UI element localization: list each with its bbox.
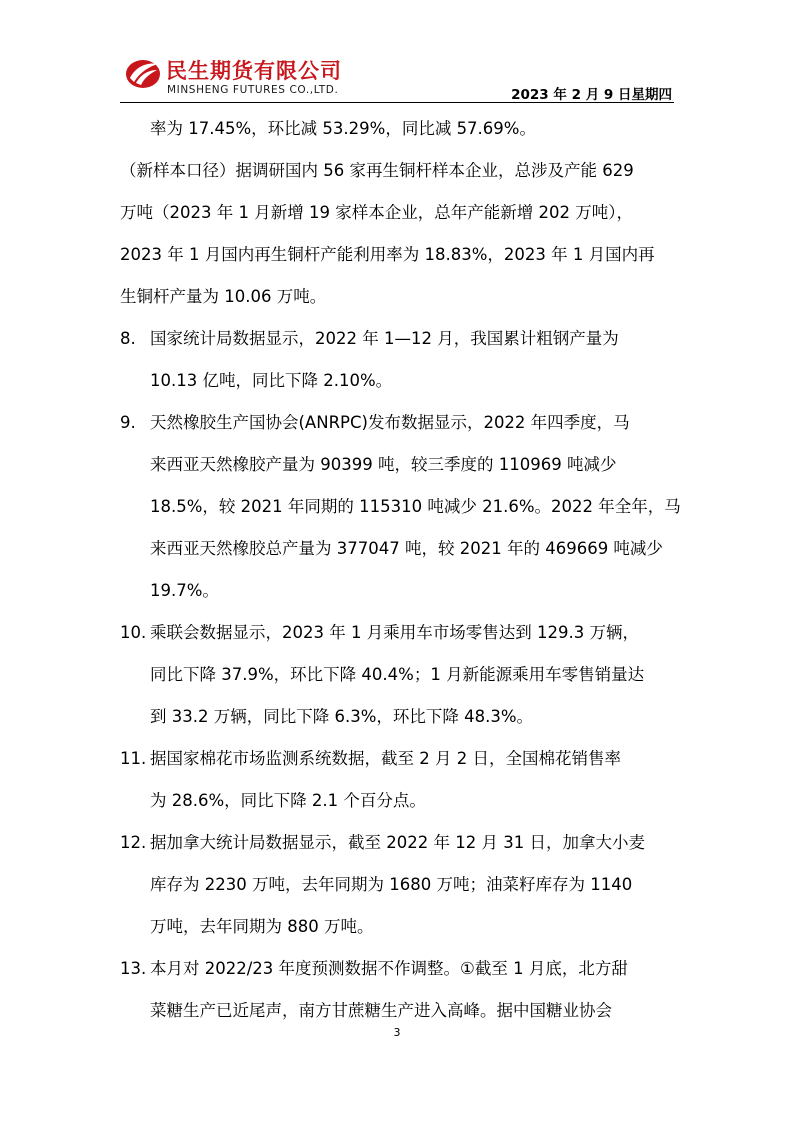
text-line <box>120 108 680 150</box>
list-number: 12. <box>120 833 147 852</box>
line-text: 19.7%。 <box>150 581 219 600</box>
list-number: 10. <box>120 623 147 642</box>
text-line <box>120 864 680 906</box>
text-line <box>120 360 680 402</box>
page-number: 3 <box>393 1026 401 1039</box>
document-body <box>120 108 680 1032</box>
text-line <box>120 528 680 570</box>
line-text: 据国家棉花市场监测系统数据，截至 2 月 2 日，全国棉花销售率 <box>150 749 621 768</box>
line-text: 库存为 2230 万吨，去年同期为 1680 万吨；油菜籽库存为 1140 <box>150 875 633 894</box>
line-text: 2023 年 1 月国内再生铜杆产能利用率为 18.83%，2023 年 1 月国内再 <box>120 245 655 264</box>
line-text: 10.13 亿吨，同比下降 2.10%。 <box>150 371 393 390</box>
minsheng-logo-icon <box>124 56 162 90</box>
list-number: 11. <box>120 749 147 768</box>
text-line <box>120 738 680 780</box>
header-divider <box>120 102 674 103</box>
text-line <box>120 822 680 864</box>
line-text: 本月对 2022/23 年度预测数据不作调整。①截至 1 月底，北方甜 <box>150 959 628 978</box>
text-line <box>120 654 680 696</box>
line-text: （新样本口径）据调研国内 56 家再生铜杆样本企业，总涉及产能 629 <box>120 161 634 180</box>
text-line <box>120 570 680 612</box>
list-number: 8. <box>120 329 136 348</box>
text-line <box>120 948 680 990</box>
text-line <box>120 276 680 318</box>
text-line <box>120 444 680 486</box>
line-text: 天然橡胶生产国协会(ANRPC)发布数据显示，2022 年四季度，马 <box>150 413 630 432</box>
text-line <box>120 234 680 276</box>
company-name-en: MINSHENG FUTURES CO.,LTD. <box>167 84 339 96</box>
line-text: 国家统计局数据显示，2022 年 1—12 月，我国累计粗钢产量为 <box>150 329 619 348</box>
text-line <box>120 150 680 192</box>
line-text: 率为 17.45%，环比减 53.29%，同比减 57.69%。 <box>150 119 536 138</box>
line-text: 乘联会数据显示，2023 年 1 月乘用车市场零售达到 129.3 万辆， <box>150 623 639 642</box>
page-header <box>120 52 674 104</box>
line-text: 来西亚天然橡胶产量为 90399 吨，较三季度的 110969 吨减少 <box>150 455 617 474</box>
line-text: 为 28.6%，同比下降 2.1 个百分点。 <box>150 791 426 810</box>
list-number: 9. <box>120 413 136 432</box>
text-line <box>120 402 680 444</box>
list-number: 13. <box>120 959 147 978</box>
text-line <box>120 192 680 234</box>
text-line <box>120 612 680 654</box>
text-line <box>120 486 680 528</box>
text-line <box>120 696 680 738</box>
text-line <box>120 906 680 948</box>
line-text: 18.5%，较 2021 年同期的 115310 吨减少 21.6%。2022 年全年，马 <box>150 497 681 516</box>
line-text: 据加拿大统计局数据显示，截至 2022 年 12 月 31 日，加拿大小麦 <box>150 833 645 852</box>
line-text: 生铜杆产量为 10.06 万吨。 <box>120 287 327 306</box>
line-text: 到 33.2 万辆，同比下降 6.3%，环比下降 48.3%。 <box>150 707 534 726</box>
text-line <box>120 780 680 822</box>
line-text: 万吨（2023 年 1 月新增 19 家样本企业，总年产能新增 202 万吨）， <box>120 203 633 222</box>
line-text: 同比下降 37.9%，环比下降 40.4%；1 月新能源乘用车零售销量达 <box>150 665 645 684</box>
line-text: 万吨，去年同期为 880 万吨。 <box>150 917 374 936</box>
company-name-cn: 民生期货有限公司 <box>166 59 342 83</box>
text-line <box>120 318 680 360</box>
report-date: 2023 年 2 月 9 日星期四 <box>511 87 672 103</box>
line-text: 菜糖生产已近尾声，南方甘蔗糖生产进入高峰。据中国糖业协会 <box>150 1001 612 1020</box>
line-text: 来西亚天然橡胶总产量为 377047 吨，较 2021 年的 469669 吨减少 <box>150 539 663 558</box>
